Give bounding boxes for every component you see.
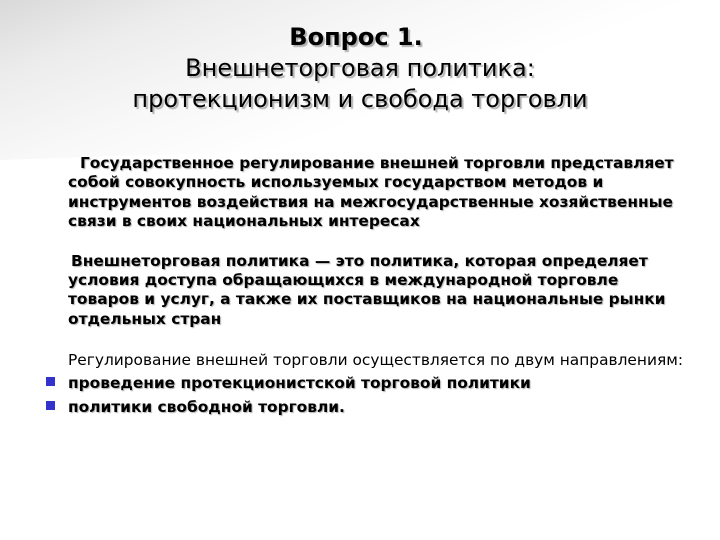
paragraph-trade-policy-text: Внешнеторговая политика — это политика, которая определяет условия доступа обращающихся в международной торговле товаров и услуг, а также их поставщиков на национальные рынки отдельных стран <box>68 251 666 328</box>
paragraph-state-regulation-text: Государственное регулирование внешней торговли представляет собой совокупность используемых государством методов и инструментов воздействия на межгосударственные хозяйственные связи в своих национальных интересах <box>68 154 674 231</box>
title-topic-line2: протекционизм и свобода торговли <box>132 85 588 113</box>
title-question: Вопрос 1. <box>289 23 423 51</box>
list-item <box>46 371 666 395</box>
paragraph-directions <box>68 351 688 370</box>
title-topic-line1: Внешнеторговая политика: <box>185 54 535 82</box>
slide-body <box>68 154 688 419</box>
square-bullet-icon <box>46 377 55 386</box>
bullet-text: политики свободной торговли. <box>68 397 345 416</box>
list-item <box>46 395 666 419</box>
slide-title <box>0 22 720 115</box>
paragraph-directions-text: Регулирование внешней торговли осуществляется по двум направлениям: <box>68 351 684 370</box>
spacer <box>68 329 688 351</box>
bullet-list <box>46 371 666 419</box>
paragraph-state-regulation <box>68 154 688 232</box>
square-bullet-icon <box>46 401 55 410</box>
spacer <box>68 232 688 252</box>
bullet-text: проведение протекционистской торговой политики <box>68 373 531 392</box>
paragraph-trade-policy <box>68 252 688 330</box>
